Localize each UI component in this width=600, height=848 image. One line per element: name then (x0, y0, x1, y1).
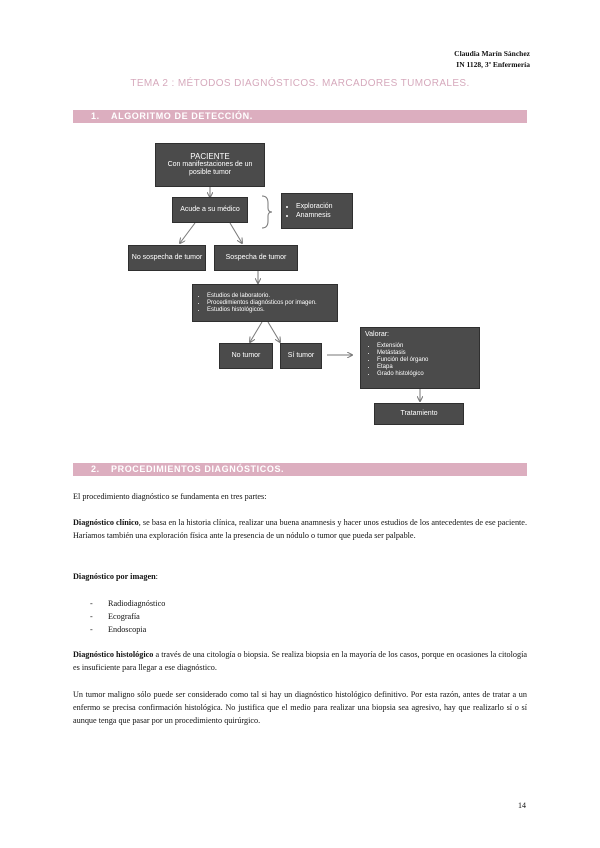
box-tratamiento: Tratamiento (374, 403, 464, 425)
box-acude-medico: Acude a su médico (172, 197, 248, 223)
list-item-text: Endoscopia (108, 625, 147, 634)
valorar-item: • Grado histológico (377, 371, 475, 378)
valorar-item: • Metástasis (377, 350, 475, 357)
list-item-text: Ecografía (108, 612, 140, 621)
estudios-laboratorio: • Estudios de laboratorio. (207, 293, 317, 300)
exploracion-item: • Exploración (296, 202, 333, 211)
author-name: Claudia Marín Sánchez (454, 49, 530, 58)
list-item: - Endoscopia (90, 625, 147, 634)
imagen-label: Diagnóstico por imagen (73, 572, 156, 581)
imagen-list (90, 597, 165, 636)
clinico-text: , se basa en la historia clínica, realizar una buena anamnesis y hacer unos estudios de los antecedentes de ese paciente. Haríamos también una exploración física ante la presencia de un nódulo o tumor que pueda ser palpable. (73, 518, 527, 540)
valorar-title: Valorar: (365, 331, 389, 338)
anamnesis-item: • Anamnesis (296, 211, 333, 220)
list-item: - Radiodiagnóstico (90, 599, 166, 608)
course-info: IN 1128, 3º Enfermería (456, 60, 530, 69)
valorar-item: • Etapa (377, 364, 475, 371)
arrow-acude-no-sospecha (180, 223, 195, 243)
histologico-label: Diagnóstico histológico (73, 650, 154, 659)
final-paragraph: Un tumor maligno sólo puede ser considerado como tal si hay un diagnóstico histológico definitivo. Por esta razón, antes de tratar a un enfermo se precisa confirmación histológica. No justifica que el medio para realizar una biopsia sea agresivo, hay que realizarlo sí o sí aunque tenga que pasar por un procedimiento quirúrgico. (73, 690, 527, 725)
box-exploracion (281, 193, 353, 229)
section-number: 1. (91, 111, 100, 121)
box-sospecha: Sospecha de tumor (214, 245, 298, 271)
valorar-item: • Función del órgano (377, 357, 475, 364)
section-title: ALGORITMO DE DETECCIÓN. (111, 111, 253, 121)
estudios-imagen: • Procedimientos diagnósticos por imagen. (207, 300, 317, 307)
arrow-estudios-si-tumor (268, 322, 280, 342)
box-estudios (192, 284, 338, 322)
arrow-estudios-no-tumor (250, 322, 262, 342)
box-valorar (360, 327, 480, 389)
section-title: PROCEDIMIENTOS DIAGNÓSTICOS. (111, 464, 285, 474)
clinico-label: Diagnóstico clínico (73, 518, 139, 527)
histologico-paragraph (73, 648, 527, 674)
box-no-sospecha: No sospecha de tumor (128, 245, 206, 271)
intro-paragraph: El procedimiento diagnóstico se fundamenta en tres partes: (73, 492, 267, 501)
document-title: TEMA 2 : MÉTODOS DIAGNÓSTICOS. MARCADORES TUMORALES. (130, 78, 470, 89)
imagen-colon: : (155, 572, 158, 581)
page-number: 14 (518, 801, 526, 810)
box-si-tumor: Sí tumor (280, 343, 322, 369)
brace (262, 196, 272, 228)
list-item: - Ecografía (90, 612, 140, 621)
paciente-subtitle: Con manifestaciones de un posible tumor (167, 161, 253, 176)
clinico-paragraph (73, 516, 527, 542)
box-no-tumor: No tumor (219, 343, 273, 369)
arrow-acude-sospecha (230, 223, 242, 243)
paciente-title: PACIENTE (190, 152, 230, 161)
section-heading-2 (73, 463, 527, 476)
list-item-text: Radiodiagnóstico (108, 599, 166, 608)
box-paciente (155, 143, 265, 187)
estudios-histologicos: • Estudios histológicos. (207, 307, 317, 314)
section-number: 2. (91, 464, 100, 474)
imagen-heading (73, 570, 527, 583)
histologico-text: a través de una citología o biopsia. Se realiza biopsia en la mayoría de los casos, porque en ocasiones la citología es insuficiente para llegar a ese diagnóstico. (73, 650, 527, 672)
valorar-item: • Extensión (377, 343, 475, 350)
